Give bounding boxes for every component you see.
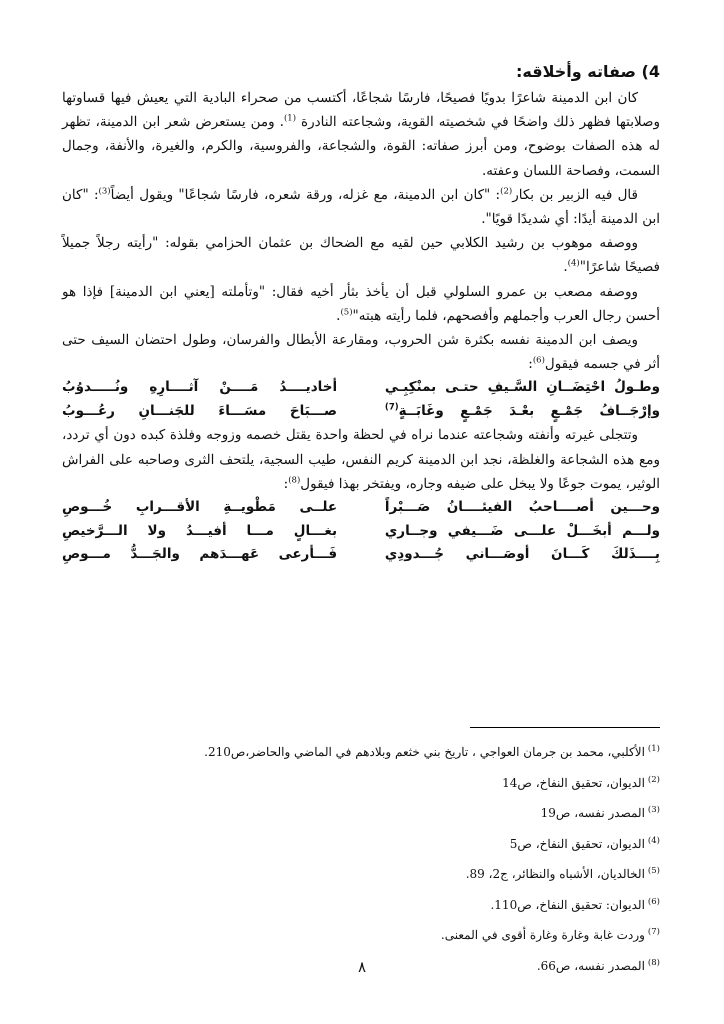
paragraph-2-cont: : "كان ابن الدمينة، مع غزله، ورقة شعره، فارسًا شجاعًا" ويقول أيضاً — [110, 186, 501, 203]
footnote-ref-8: (8) — [288, 475, 301, 486]
footnote-number: (2) — [647, 774, 660, 785]
verses-group-2 — [62, 496, 660, 567]
paragraph-2 — [62, 183, 660, 231]
verse-line — [62, 496, 660, 520]
paragraph-1 — [62, 86, 660, 183]
verse-first-hemistich: ولـــم أبخَـــلْ علـــى ضَـــيفي وجــاري — [384, 522, 660, 539]
footnote-text: وردت غابة وغارة وغارة أقوى في المعنى. — [440, 928, 645, 942]
footnote-ref-1: (1) — [283, 113, 297, 124]
paragraph-3-period: . — [563, 259, 568, 276]
verse-first-hemistich: وحـــين أصــــاحبُ الفيئــــانُ صَـــبْراً — [384, 499, 660, 516]
footnote-ref-6: (6) — [532, 355, 545, 366]
verse-first-hemistich — [385, 400, 660, 424]
verse-first-hemistich: بِــــذَلكَ كَـــانَ أوصَـــاني جُـــدودِي — [384, 546, 660, 563]
verses-group-1 — [62, 376, 660, 423]
footnote-text: المصدر نفسه، ص66. — [536, 958, 645, 973]
footnote-item — [62, 919, 660, 950]
footnote-ref-3: (3) — [98, 186, 111, 197]
paragraph-1-text: كان ابن الدمينة شاعرًا بدويًا فصيحًا، فارسًا شجاعًا، أكتسب من صحراء البادية التي يعيش فيها قساوتها وصلابتها فظهر ذلك واضحًا في شخصيته القوية، وشجاعته النادرة — [62, 90, 660, 131]
footnote-number: (4) — [647, 835, 660, 846]
paragraph-1-cont: . ومن يستعرض شعر ابن الدمينة، تظهر له هذه الصفات بوضوح، ومن أبرز صفاته: القوة، والشجاعة، والفروسية، والكرم، والغيرة، والأنفة، وجمال السمت، وفصاحة اللسان وعفته. — [62, 114, 660, 179]
footnote-ref-4: (4) — [567, 258, 580, 269]
footnotes-list — [62, 736, 660, 980]
paragraph-6-colon: : — [283, 475, 289, 492]
paragraph-3-text: ووصفه موهوب بن رشيد الكلابي حين لقيه مع الضحاك بن عثمان الحزامي بقوله: "رأيته رجلاً جميلاً فصيحًا شاعرًا" — [62, 235, 660, 276]
footnote-ref-7: (7) — [384, 402, 399, 413]
footnote-text: الديوان، تحقيق النفاخ، ص14 — [502, 775, 645, 790]
footnote-ref-2: (2) — [500, 186, 513, 197]
paragraph-4-period: . — [336, 307, 341, 324]
verse-second-hemistich: أخاديــــدُ مَــــنْ آثــــارِهِ ونُـــــدوُبُ — [62, 379, 338, 396]
page-number: ٨ — [357, 958, 367, 976]
verse-second-hemistich: علــى مَطْويــةِ الأقـــرابِ خُـــوصِ — [62, 499, 338, 516]
paragraph-6 — [62, 423, 660, 496]
verse-line — [62, 400, 660, 424]
footnote-item — [62, 797, 660, 828]
paragraph-4 — [62, 280, 660, 328]
footnote-number: (8) — [647, 957, 660, 968]
footnote-ref-5: (5) — [340, 307, 353, 318]
verse-line — [62, 376, 660, 400]
verse-first-hemistich: وطـولُ احْتِضَــانِ السَّـيفِ حتـى بمنْكِبِـي — [384, 379, 660, 396]
verse-line — [62, 543, 660, 567]
footnote-item — [62, 736, 660, 767]
footnote-number: (1) — [647, 744, 660, 754]
paragraph-5 — [62, 328, 660, 376]
paragraph-5-text: ويصف ابن الدمينة نفسه بكثرة شن الحروب، ومقارعة الأبطال والفرسان، وطول احتضان السيف حتى أثر في جسمه فيقول — [62, 332, 660, 373]
footnote-item — [62, 767, 660, 798]
paragraph-3 — [62, 231, 660, 279]
footnote-text: الخالديان، الأشباه والنظائر، ج2، 89. — [465, 867, 645, 881]
document-page — [62, 60, 660, 980]
footnote-text: الأكلبي، محمد بن جرمان العواجي ، تاريخ بني خثعم وبلادهم في الماضي والحاضر،ص210. — [204, 745, 645, 759]
footnote-text: الديوان، تحقيق النفاخ، ص5 — [509, 836, 645, 851]
paragraph-6-text: وتتجلى غيرته وأنفته وشجاعته عندما نراه في لحظة واحدة يقتل خصمه وزوجه وفلذة كبده دون أي تردد، ومع هذه الشجاعة والغلظة، نجد ابن الدمينة كريم النفس، طيب السجية، يلتحف الثرى وصاحبه على الفراش الوثير، يموت جوعًا ولا يبخل على ضيفه وجاره، ويفتخر بهذا فيقول — [62, 427, 660, 492]
footnote-divider — [470, 727, 660, 728]
footnote-text: الديوان: تحقيق النفاخ، ص110. — [490, 897, 645, 912]
verse-second-hemistich: صـــبَاحَ مسَـــاءَ للجَنـــانِ رعُـــوبُ — [62, 402, 338, 419]
paragraph-2-text: قال فيه الزبير بن بكار — [512, 186, 638, 203]
footnote-text: المصدر نفسه، ص19 — [540, 806, 645, 820]
footnote-item — [62, 858, 660, 889]
paragraph-4-text: ووصفه مصعب بن عمرو السلولي قبل أن يأخذ بثأر أخيه فقال: "وتأملته [يعني ابن الدمينة] فإذا هو أحسن رجال العرب وأجملهم وأفصحهم، فلما رأيته هبته" — [62, 283, 660, 324]
footnote-number: (3) — [647, 805, 660, 815]
footnote-number: (7) — [647, 927, 660, 937]
verse-second-hemistich: فَـــأرعى عَهـــدَهم والجَـــدُّ مـــوصِ — [62, 546, 338, 563]
footnote-number: (6) — [647, 896, 660, 907]
verse-second-hemistich: بغـــالٍ مـــا أفيـــدُ ولا الـــرَّخيصِ — [62, 522, 338, 539]
footnote-item — [62, 889, 660, 920]
footnote-item — [62, 828, 660, 859]
paragraph-5-colon: : — [528, 356, 533, 373]
verse-line — [62, 520, 660, 544]
footnote-number: (5) — [647, 866, 660, 876]
section-heading: 4) صفاته وأخلاقه: — [516, 62, 660, 81]
paragraph-2-tail: : "كان ابن الدمينة أيدًا: أي شديدًا قويًا". — [62, 186, 660, 228]
verse-first-hemistich-text: وإرْجَــافُ جَمْـعٍ بعْـدَ جَمْـعٍ وغَابَــةٍ — [398, 402, 660, 419]
